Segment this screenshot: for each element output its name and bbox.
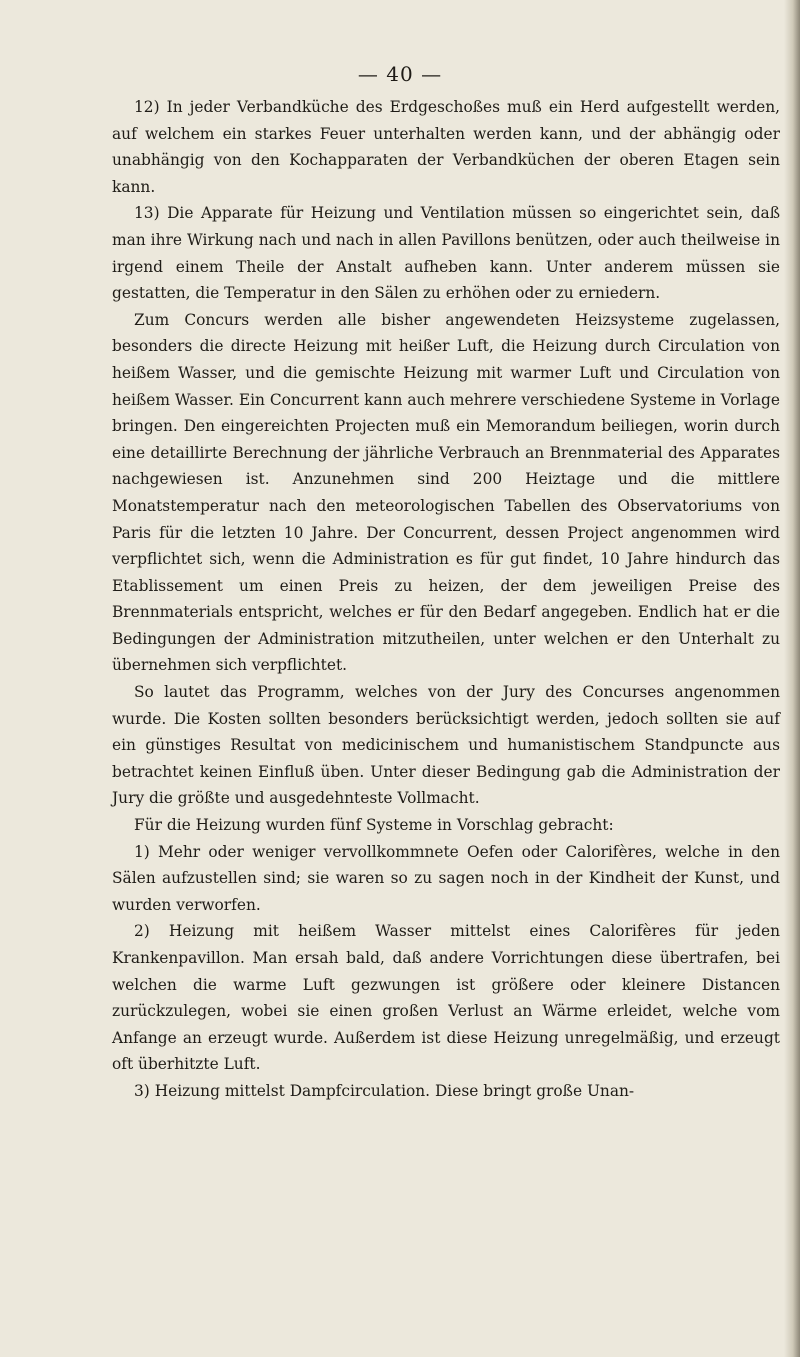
page-body [112, 94, 780, 1105]
list-item-1: 1) Mehr oder weniger vervollkommnete Oefen oder Calorifères, welche in den Sälen aufzustellen sind; sie waren so zu sagen noch in der Kindheit der Kunst, und wurden verworfen. [112, 842, 780, 914]
list-item-3: 3) Heizung mittelst Dampfcirculation. Diese bringt große Unan- [134, 1081, 635, 1100]
paragraph-concurs: Zum Concurs werden alle bisher angewendeten Heizsysteme zugelassen, besonders die directe Heizung mit heißer Luft, die Heizung durch Circulation von heißem Wasser, und die gemischte Heizung mit warmer Luft und Circulation von heißem Wasser. Ein Concurrent kann auch mehrere verschiedene Systeme in Vorlage bringen. Den eingereichten Projecten muß ein Memorandum beiliegen, worin durch eine detaillirte Berechnung der jährliche Verbrauch an Brennmaterial des Apparates nachgewiesen ist. Anzunehmen sind 200 Heiztage und die mittlere Monatstemperatur nach den meteorologischen Tabellen des Observatoriums von Paris für die letzten 10 Jahre. Der Concurrent, dessen Project angenommen wird verpflichtet sich, wenn die Administration es für gut findet, 10 Jahre hindurch das Etablissement um einen Preis zu heizen, der dem jeweiligen Preise des Brennmaterials entspricht, welches er für den Bedarf angegeben. Endlich hat er die Bedingungen der Administration mitzutheilen, unter welchen er den Unterhalt zu übernehmen sich verpflichtet. [112, 310, 780, 675]
list-item-2: 2) Heizung mit heißem Wasser mittelst eines Calorifères für jeden Krankenpavillon. Man ersah bald, daß andere Vorrichtungen diese übertrafen, bei welchen die warme Luft gezwungen ist größere oder kleinere Distancen zurückzulegen, wobei sie einen großen Verlust an Wärme erleidet, welche vom Anfange an erzeugt wurde. Außerdem ist diese Heizung unregelmäßig, und erzeugt oft überhitzte Luft. [112, 922, 780, 1074]
paragraph-13: 13) Die Apparate für Heizung und Ventilation müssen so eingerichtet sein, daß man ihre Wirkung nach und nach in allen Pavillons benützen, oder auch theilweise in irgend einem Theile der Anstalt aufheben kann. Unter anderem müssen sie gestatten, die Temperatur in den Sälen zu erhöhen oder zu erniedern. [112, 204, 780, 303]
paragraph-systems-intro: Für die Heizung wurden fünf Systeme in Vorschlag gebracht: [134, 816, 614, 835]
paragraph-programm: So lautet das Programm, welches von der Jury des Concurses angenommen wurde. Die Kosten sollten besonders berücksichtigt werden, jedoch sollten sie auf ein günstiges Resultat von medicinischem und humanistischem Standpuncte aus betrachtet keinen Einfluß üben. Unter dieser Bedingung gab die Administration der Jury die größte und ausgedehnteste Vollmacht. [112, 683, 780, 808]
page-edge-shadow [784, 0, 800, 1357]
paragraph-12: 12) In jeder Verbandküche des Erdgeschoßes muß ein Herd aufgestellt werden, auf welchem ein starkes Feuer unterhalten werden kann, und der abhängig oder unabhängig von den Kochapparaten der Verbandküchen der oberen Etagen sein kann. [112, 98, 780, 196]
page-number: — 40 — [357, 62, 443, 86]
